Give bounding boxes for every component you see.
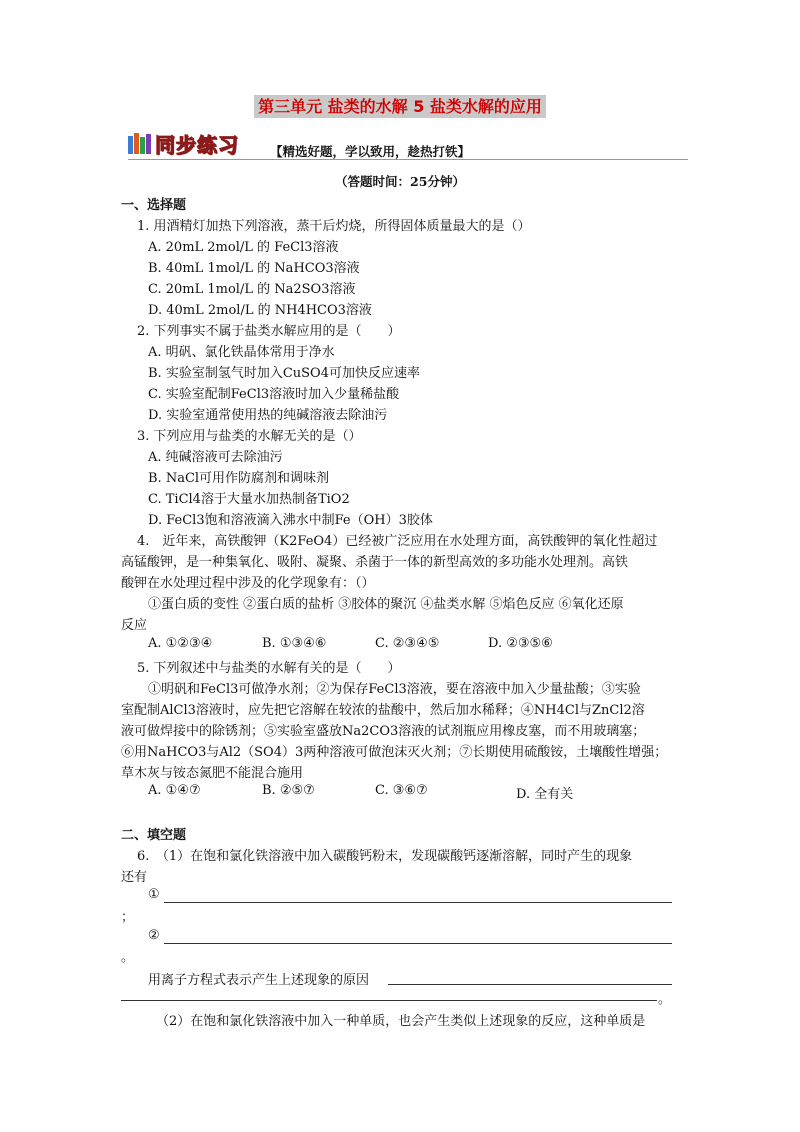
q5-line-6: 草木灰与铵态氮肥不能混合施用 (121, 766, 304, 781)
q2-option-c: C. 实验室配制FeCl3溶液时加入少量稀盐酸 (148, 387, 400, 402)
q1-option-c: C. 20mL 1mol/L 的 Na2SO3溶液 (148, 282, 356, 297)
q3-option-a: A. 纯碱溶液可去除油污 (148, 450, 283, 465)
q6-part2: （2）在饱和氯化铁溶液中加入一种单质，也会产生类似上述现象的反应，这种单质是 (156, 1014, 646, 1029)
q2-option-a: A. 明矾、氯化铁晶体常用于净水 (148, 345, 335, 360)
header-divider (128, 159, 688, 160)
q5-option-c: C. ③⑥⑦ (375, 783, 428, 798)
q6-answer-blank-4[interactable] (121, 1000, 657, 1001)
q1-option-a: A. 20mL 2mol/L 的 FeCl3溶液 (148, 240, 339, 255)
q6-answer-blank-2[interactable] (164, 943, 672, 944)
q2-option-d: D. 实验室通常使用热的纯碱溶液去除油污 (148, 408, 388, 423)
q6-blank3-end: 。 (658, 992, 672, 1007)
q5-line-2: ①明矾和FeCl3可做净水剂；②为保存FeCl3溶液，要在溶液中加入少量盐酸；③实验 (148, 682, 641, 697)
q6-blank1-label: ① (148, 887, 160, 902)
q6-blank2-label: ② (148, 928, 160, 943)
q6-line-1: 6. （1）在饱和氯化铁溶液中加入碳酸钙粉末，发现碳酸钙逐渐溶解，同时产生的现象 (137, 849, 633, 864)
q6-answer-blank-3[interactable] (388, 984, 672, 985)
books-icon (128, 133, 151, 154)
q1-option-b: B. 40mL 1mol/L 的 NaHCO3溶液 (148, 261, 360, 276)
q4-option-b: B. ①③④⑥ (262, 636, 327, 651)
practice-logo (128, 130, 239, 156)
q4-line-1: 4. 近年来，高铁酸钾（K2FeO4）已经被广泛应用在水处理方面，高铁酸钾的氧化性超过 (137, 534, 658, 549)
answer-time: （答题时间：25分钟） (335, 174, 465, 189)
section-fill-heading: 二、填空题 (121, 828, 187, 843)
q4-option-c: C. ②③④⑤ (375, 636, 440, 651)
q5-line-4: 液可做焊接中的除锈剂；⑤实验室盛放Na2CO3溶液的试剂瓶应用橡皮塞，而不用玻璃塞； (121, 724, 646, 739)
q4-option-d: D. ②③⑤⑥ (488, 636, 553, 651)
q6-blank2-end: 。 (121, 950, 135, 965)
q5-line-3: 室配制AlCl3溶液时，应先把它溶解在较浓的盐酸中，然后加水稀释；④NH4Cl与ZnCl2溶 (121, 703, 645, 718)
q2-stem: 2. 下列事实不属于盐类水解应用的是（ ） (137, 324, 401, 339)
q5-option-d: D. 全有关 (516, 787, 574, 802)
q5-line-5: ⑥用NaHCO3与Al2（SO4）3两种溶液可做泡沫灭火剂；⑦长期使用硫酸铵，土壤酸性增强； (121, 745, 668, 760)
logo-text: 同步练习 (155, 132, 239, 157)
q5-option-b: B. ②⑤⑦ (262, 783, 315, 798)
q5-line-1: 5. 下列叙述中与盐类的水解有关的是（ ） (137, 661, 401, 676)
q1-option-d: D. 40mL 2mol/L 的 NH4HCO3溶液 (148, 303, 372, 318)
q2-option-b: B. 实验室制氢气时加入CuSO4可加快反应速率 (148, 366, 420, 381)
q1-stem: 1. 用酒精灯加热下列溶液，蒸干后灼烧，所得固体质量最大的是（） (137, 219, 531, 234)
section-choice-heading: 一、选择题 (121, 198, 187, 213)
q6-ionic-equation-prompt: 用离子方程式表示产生上述现象的原因 (148, 973, 370, 988)
q4-line-5: 反应 (121, 618, 148, 633)
q3-option-d: D. FeCl3饱和溶液滴入沸水中制Fe（OH）3胶体 (148, 513, 433, 528)
page-title: 第三单元 盐类的水解 5 盐类水解的应用 (0, 94, 800, 117)
q6-answer-blank-1[interactable] (164, 902, 672, 903)
tagline: 【精选好题，学以致用，趁热打铁】 (270, 144, 471, 159)
q6-line-2: 还有 (121, 870, 148, 885)
q4-line-2: 高锰酸钾，是一种集氧化、吸附、凝聚、杀菌于一体的新型高效的多功能水处理剂。高铁 (121, 555, 629, 570)
q3-stem: 3. 下列应用与盐类的水解无关的是（） (137, 429, 362, 444)
q3-option-b: B. NaCl可用作防腐剂和调味剂 (148, 471, 330, 486)
q4-line-3: 酸钾在水处理过程中涉及的化学现象有：（） (121, 576, 375, 591)
q5-option-a: A. ①④⑦ (148, 783, 201, 798)
q4-line-4: ①蛋白质的变性 ②蛋白质的盐析 ③胶体的聚沉 ④盐类水解 ⑤焰色反应 ⑥氧化还原 (148, 597, 624, 612)
q4-option-a: A. ①②③④ (148, 636, 213, 651)
q6-blank1-end: ； (121, 910, 135, 925)
q3-option-c: C. TiCl4溶于大量水加热制备TiO2 (148, 492, 350, 507)
